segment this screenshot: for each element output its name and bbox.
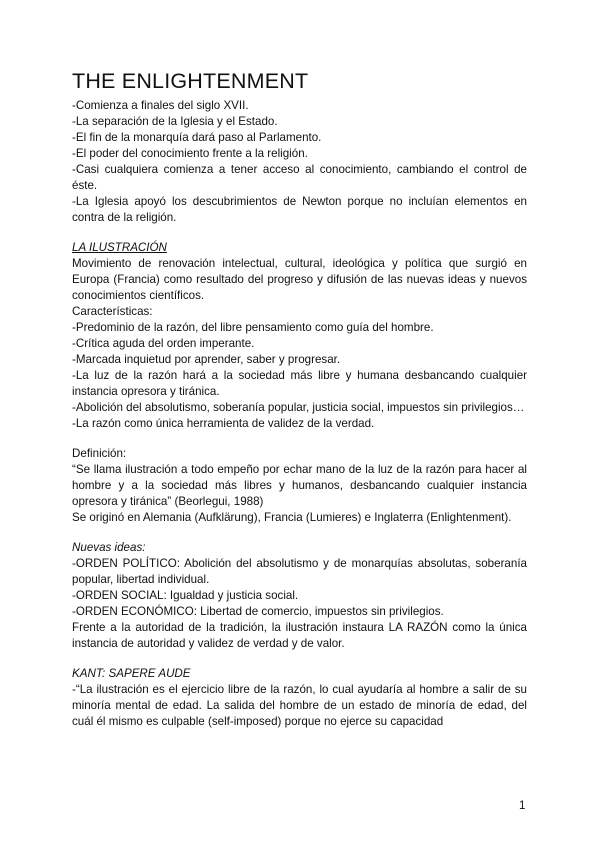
- ilustracion-heading: LA ILUSTRACIÓN: [72, 241, 167, 254]
- kant-heading: KANT: SAPERE AUDE: [72, 667, 191, 680]
- ilustracion-section: [72, 240, 527, 432]
- kant-section: [72, 666, 527, 730]
- nuevas-ideas-heading: Nuevas ideas:: [72, 541, 146, 554]
- idea-item: -ORDEN POLÍTICO: Abolición del absolutismo y de monarquías absolutas, soberanía popular, libertad individual.: [72, 557, 527, 586]
- kant-quote: -“La ilustración es el ejercicio libre de la razón, lo cual ayudaría al hombre a salir de su minoría mental de edad. La salida del hombre de un estado de minoría de edad, del cuál él mismo es culpable (self-imposed) porque no ejerce su capacidad: [72, 683, 527, 728]
- ilustracion-description: Movimiento de renovación intelectual, cultural, ideológica y política que surgió en Europa (Francia) como resultado del progreso y difusión de las nuevas ideas y nuevos conocimientos científicos.: [72, 257, 527, 302]
- feature-item: -Predominio de la razón, del libre pensamiento como guía del hombre.: [72, 321, 434, 334]
- page-title: THE ENLIGHTENMENT: [72, 69, 309, 93]
- intro-item: -El poder del conocimiento frente a la religión.: [72, 147, 308, 160]
- intro-item: -Comienza a finales del siglo XVII.: [72, 99, 249, 112]
- page-number: 1: [519, 799, 526, 812]
- feature-item: -La luz de la razón hará a la sociedad más libre y humana desbancando cualquier instancia opresora y tiránica.: [72, 369, 527, 398]
- idea-item: -ORDEN ECONÓMICO: Libertad de comercio, impuestos sin privilegios.: [72, 605, 444, 618]
- intro-item: -La Iglesia apoyó los descubrimientos de Newton porque no incluían elementos en contra de la religión.: [72, 195, 527, 224]
- nuevas-ideas-section: [72, 540, 527, 652]
- idea-item: -ORDEN SOCIAL: Igualdad y justicia social.: [72, 589, 299, 602]
- intro-item: -El fin de la monarquía dará paso al Parlamento.: [72, 131, 322, 144]
- definicion-quote: “Se llama ilustración a todo empeño por echar mano de la luz de la razón para hacer al hombre y a la sociedad más libres y humanos, desbancando cualquier instancia opresora y tiránica” (Beorlegui, 1988): [72, 463, 527, 508]
- definicion-origin: Se originó en Alemania (Aufklärung), Francia (Lumieres) e Inglaterra (Enlightenment).: [72, 511, 512, 524]
- feature-item: -Abolición del absolutismo, soberanía popular, justicia social, impuestos sin privilegios…: [72, 401, 525, 414]
- intro-list: [72, 98, 527, 226]
- page-content: [72, 68, 527, 730]
- feature-item: -Marcada inquietud por aprender, saber y progresar.: [72, 353, 341, 366]
- feature-item: -La razón como única herramienta de validez de la verdad.: [72, 417, 375, 430]
- feature-item: -Crítica aguda del orden imperante.: [72, 337, 255, 350]
- definicion-section: [72, 446, 527, 526]
- intro-item: -La separación de la Iglesia y el Estado.: [72, 115, 278, 128]
- definicion-label: Definición:: [72, 447, 127, 460]
- features-label: Características:: [72, 305, 153, 318]
- spacer: [72, 652, 527, 666]
- spacer: [72, 226, 527, 240]
- nuevas-ideas-closing: Frente a la autoridad de la tradición, la ilustración instaura LA RAZÓN como la única instancia de autoridad y validez de verdad y de valor.: [72, 621, 527, 650]
- spacer: [72, 526, 527, 540]
- spacer: [72, 432, 527, 446]
- intro-item: -Casi cualquiera comienza a tener acceso al conocimiento, cambiando el control de éste.: [72, 163, 527, 192]
